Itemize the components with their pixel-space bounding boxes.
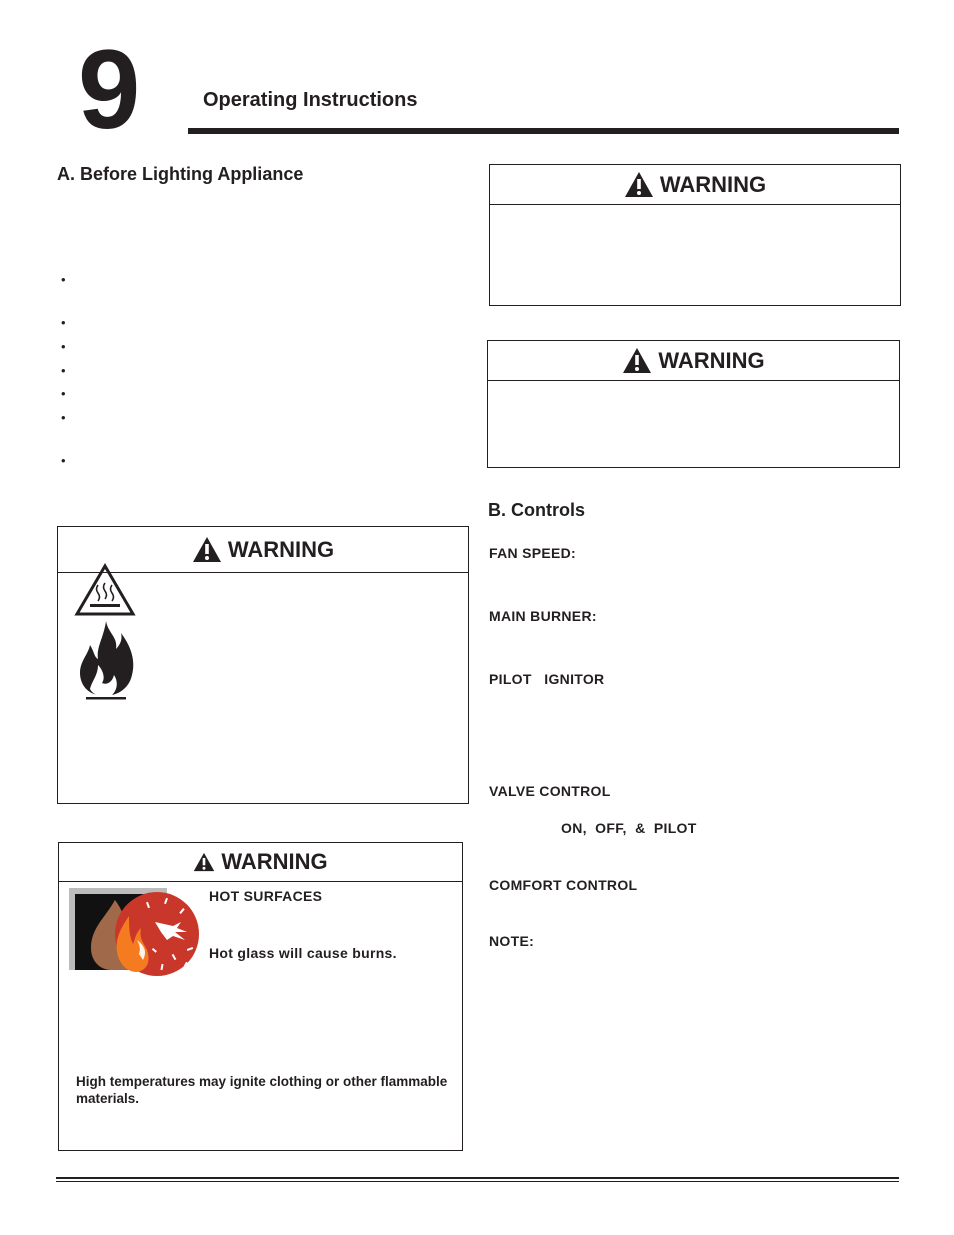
footer-rule (56, 1177, 899, 1179)
warning-box-left-upper (57, 526, 469, 804)
section-a-heading: A. Before Lighting Appliance (57, 164, 304, 184)
warning-label: WARNING (659, 171, 767, 197)
warning-header (488, 341, 899, 381)
warning-icon (193, 852, 215, 872)
comfort-control-label: COMFORT CONTROL (489, 877, 638, 893)
main-burner-label: MAIN BURNER: (489, 608, 597, 624)
footer-rule (56, 1181, 899, 1182)
high-temperature-text: High temperatures may ignite clothing or other flammable materials. (76, 1074, 448, 1106)
chapter-number: 9 (78, 27, 139, 152)
note-label: NOTE: (489, 933, 535, 949)
title-rule (188, 128, 899, 134)
warning-icon (192, 536, 222, 563)
warning-icon (624, 171, 654, 198)
pilot-ignitor-label: PILOT IGNITOR (489, 671, 605, 687)
fan-speed-label: FAN SPEED: (489, 545, 577, 561)
warning-header (59, 843, 462, 882)
list-item: • (61, 386, 66, 401)
warning-box-top-right (489, 164, 901, 306)
hot-surface-icon (74, 563, 136, 617)
list-item: • (61, 315, 66, 330)
chapter-title: Operating Instructions (203, 89, 418, 111)
warning-box-left-lower (58, 842, 463, 1151)
list-item: • (61, 339, 66, 354)
fire-icon (78, 619, 136, 701)
list-item: • (61, 453, 66, 468)
warning-label: WARNING (658, 347, 765, 373)
hot-surfaces-label: HOT SURFACES (209, 888, 323, 904)
warning-header (490, 165, 900, 205)
list-item: • (61, 363, 66, 378)
valve-positions-label: ON, OFF, & PILOT (561, 820, 697, 836)
hot-glass-text: Hot glass will cause burns. (209, 945, 397, 961)
valve-control-label: VALVE CONTROL (489, 783, 611, 799)
warning-label: WARNING (221, 849, 328, 874)
hot-glass-burn-icon (69, 888, 199, 980)
warning-box-mid-right (487, 340, 900, 468)
warning-icon (622, 347, 652, 374)
list-item: • (61, 272, 66, 287)
list-item: • (61, 410, 66, 425)
section-b-heading: B. Controls (488, 500, 585, 520)
warning-label: WARNING (227, 536, 335, 562)
